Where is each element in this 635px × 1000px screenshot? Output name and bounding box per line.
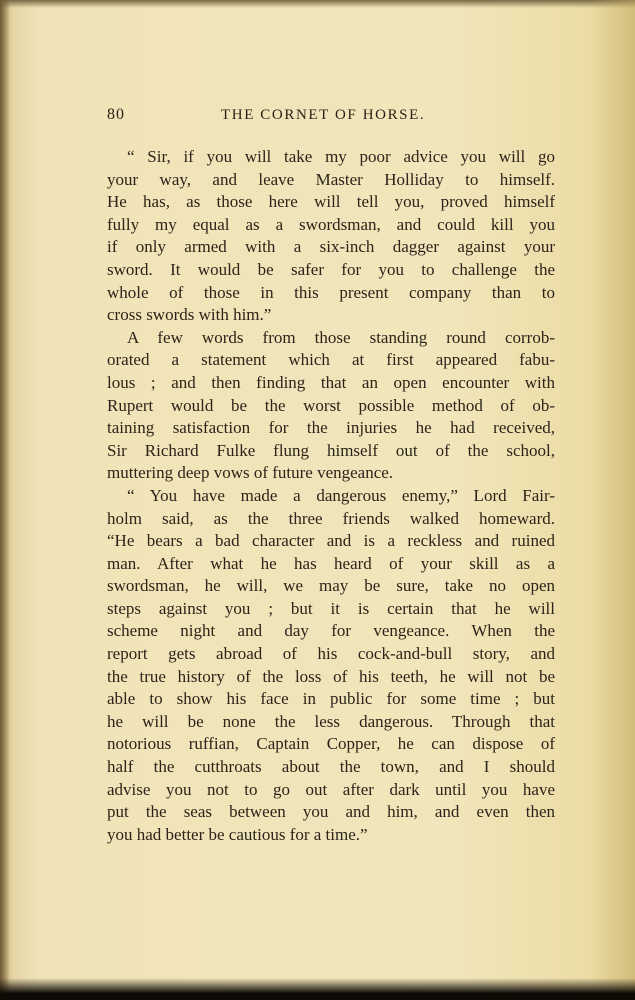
text-line: A few words from those standing round corrob- bbox=[127, 327, 555, 347]
text-line: taining satisfaction for the injuries he had received, bbox=[107, 418, 555, 438]
text-line: Sir Richard Fulke flung himself out of the school, bbox=[107, 440, 555, 460]
text-line: swordsman, he will, we may be sure, take no open bbox=[107, 576, 555, 596]
text-line: your way, and leave Master Holliday to himself. bbox=[107, 169, 555, 189]
body-text bbox=[107, 146, 555, 846]
page-number: 80 bbox=[107, 106, 125, 123]
text-line: if only armed with a six-inch dagger against your bbox=[107, 237, 555, 257]
text-line: orated a statement which at first appeared fabu- bbox=[107, 350, 555, 370]
page-left-edge bbox=[0, 0, 10, 1000]
text-line: the true history of the loss of his teeth, he will not be bbox=[107, 666, 555, 686]
text-line: scheme night and day for vengeance. When the bbox=[107, 621, 555, 641]
text-line: Rupert would be the worst possible method of ob- bbox=[107, 395, 555, 415]
text-line: steps against you ; but it is certain that he will bbox=[107, 598, 555, 618]
text-line: holm said, as the three friends walked homeward. bbox=[107, 508, 555, 528]
text-line: half the cutthroats about the town, and I should bbox=[107, 757, 555, 777]
text-line: put the seas between you and him, and even then bbox=[107, 802, 555, 822]
text-line: able to show his face in public for some time ; but bbox=[107, 689, 555, 709]
text-line: report gets abroad of his cock-and-bull story, and bbox=[107, 644, 555, 664]
text-line: cross swords with him.” bbox=[107, 305, 272, 325]
text-line: notorious ruffian, Captain Copper, he can dispose of bbox=[107, 734, 555, 754]
text-line: “ Sir, if you will take my poor advice you will go bbox=[127, 147, 555, 166]
text-line: muttering deep vows of future vengeance. bbox=[107, 463, 394, 483]
text-line: whole of those in this present company than to bbox=[107, 282, 555, 302]
text-line: fully my equal as a swordsman, and could kill you bbox=[107, 214, 555, 234]
text-line: sword. It would be safer for you to challenge the bbox=[107, 259, 555, 279]
text-line: he will be none the less dangerous. Through that bbox=[107, 711, 555, 731]
text-line: “He bears a bad character and is a reckless and ruined bbox=[107, 531, 555, 551]
page-header bbox=[107, 106, 442, 130]
page-right-shadow bbox=[589, 0, 635, 1000]
page-top-edge bbox=[0, 0, 635, 8]
text-line: “ You have made a dangerous enemy,” Lord Fair- bbox=[127, 485, 555, 505]
running-head: THE CORNET OF HORSE. bbox=[221, 107, 426, 123]
text-line: He has, as those here will tell you, proved himself bbox=[107, 192, 555, 212]
text-line: advise you not to go out after dark until you have bbox=[107, 779, 555, 799]
text-line: you had better be cautious for a time.” bbox=[107, 824, 368, 844]
text-line: man. After what he has heard of your skill as a bbox=[107, 553, 555, 573]
text-line: lous ; and then finding that an open encounter with bbox=[107, 372, 555, 392]
page-bottom-edge bbox=[0, 978, 635, 1000]
